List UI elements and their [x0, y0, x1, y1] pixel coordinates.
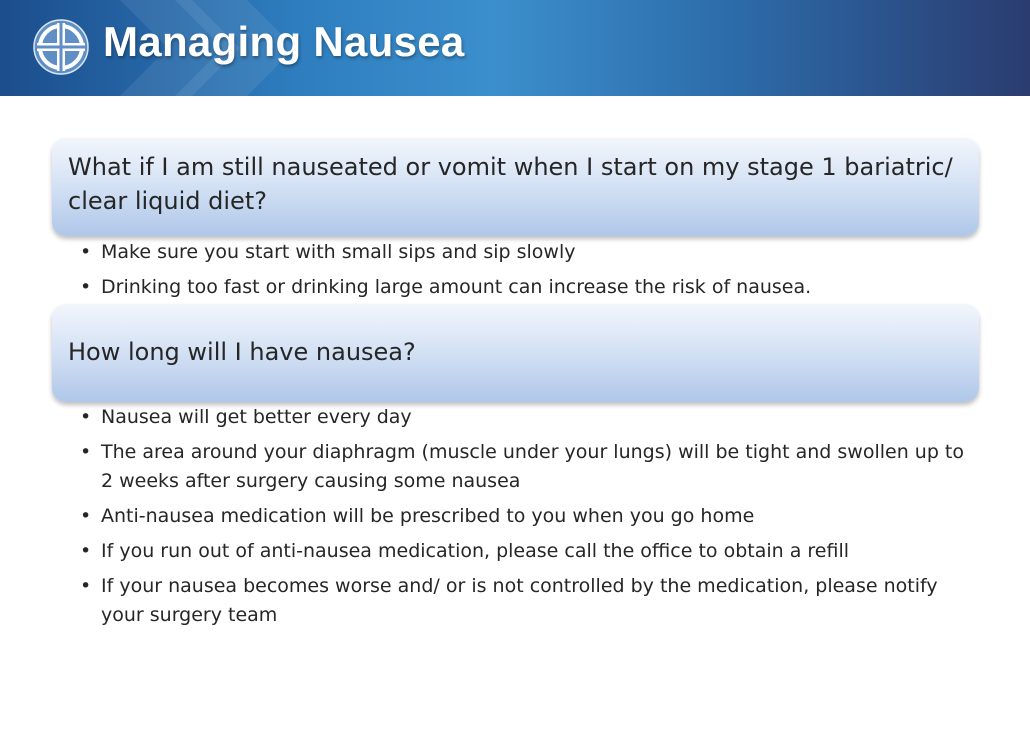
- list-item: • If your nausea becomes worse and/ or is not controlled by the medication, please notify your surgery team: [80, 572, 980, 630]
- question-box: [52, 138, 979, 236]
- list-item: • Make sure you start with small sips and sip slowly: [80, 238, 980, 267]
- bullet-list: [80, 238, 980, 308]
- question-box: [52, 304, 979, 402]
- cross-circle-logo-icon: [33, 19, 89, 75]
- question-text: What if I am still nauseated or vomit when I start on my stage 1 bariatric/ clear liquid diet?: [68, 153, 953, 215]
- list-item: • The area around your diaphragm (muscle under your lungs) will be tight and swollen up to 2 weeks after surgery causing some nausea: [80, 438, 980, 496]
- list-item: • Anti-nausea medication will be prescribed to you when you go home: [80, 502, 980, 531]
- question-text: How long will I have nausea?: [68, 338, 416, 366]
- bullet-list: [80, 403, 980, 636]
- page-title: Managing Nausea: [103, 18, 465, 65]
- header-band: [0, 0, 1030, 96]
- list-item: • If you run out of anti-nausea medication, please call the office to obtain a refill: [80, 537, 980, 566]
- list-item: • Drinking too fast or drinking large amount can increase the risk of nausea.: [80, 273, 980, 302]
- list-item: • Nausea will get better every day: [80, 403, 980, 432]
